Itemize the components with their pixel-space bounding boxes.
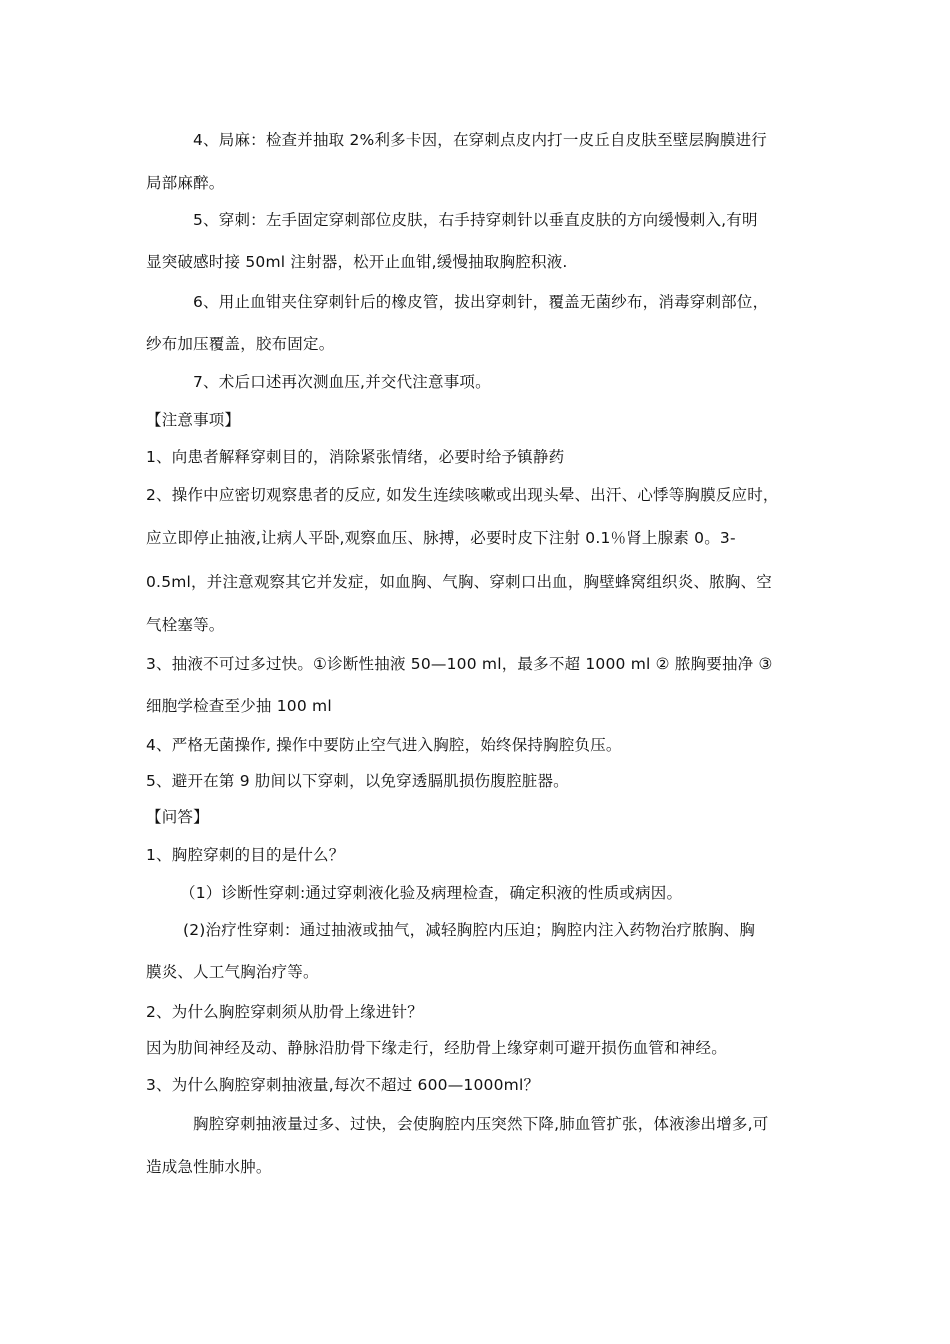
paragraph-step-6: 6、用止血钳夹住穿刺针后的橡皮管，拔出穿刺针，覆盖无菌纱布，消毒穿刺部位， <box>193 293 769 311</box>
answer-3-cont: 造成急性肺水肿。 <box>146 1158 272 1176</box>
paragraph-step-5: 5、穿刺：左手固定穿刺部位皮肤，右手持穿刺针以垂直皮肤的方向缓慢刺入,有明 <box>193 211 758 229</box>
precaution-5: 5、避开在第 9 肋间以下穿刺，以免穿透膈肌损伤腹腔脏器。 <box>146 772 569 790</box>
precaution-3-cont: 细胞学检查至少抽 100 ml <box>146 697 332 715</box>
paragraph-step-4-cont: 局部麻醉。 <box>146 174 225 192</box>
answer-1-item-1: （1）诊断性穿刺:通过穿刺液化验及病理检查，确定积液的性质或病因。 <box>180 884 683 902</box>
precaution-4: 4、严格无菌操作, 操作中要防止空气进入胸腔，始终保持胸腔负压。 <box>146 736 622 754</box>
answer-3: 胸腔穿刺抽液量过多、过快，会使胸腔内压突然下降,肺血管扩张，体液渗出增多,可 <box>193 1115 769 1133</box>
answer-2: 因为肋间神经及动、静脉沿肋骨下缘走行，经肋骨上缘穿刺可避开损伤血管和神经。 <box>146 1039 727 1057</box>
precaution-2-cont-3: 气栓塞等。 <box>146 616 225 634</box>
paragraph-step-4: 4、局麻：检查并抽取 2%利多卡因，在穿刺点皮内打一皮丘自皮肤至壁层胸膜进行 <box>193 131 767 149</box>
precaution-2-cont-2: 0.5ml，并注意观察其它并发症，如血胸、气胸、穿刺口出血，胸壁蜂窝组织炎、脓胸、空 <box>146 573 772 591</box>
question-3: 3、为什么胸腔穿刺抽液量,每次不超过 600—1000ml？ <box>146 1076 540 1094</box>
section-heading-qa: 【问答】 <box>146 808 209 826</box>
precaution-1: 1、向患者解释穿刺目的，消除紧张情绪，必要时给予镇静药 <box>146 448 565 466</box>
section-heading-precautions: 【注意事项】 <box>146 411 241 429</box>
precaution-2: 2、操作中应密切观察患者的反应, 如发生连续咳嗽或出现头晕、出汗、心悸等胸膜反应时， <box>146 486 779 504</box>
paragraph-step-5-cont: 显突破感时接 50ml 注射器，松开止血钳,缓慢抽取胸腔积液. <box>146 253 568 271</box>
question-2: 2、为什么胸腔穿刺须从肋骨上缘进针？ <box>146 1003 423 1021</box>
paragraph-step-7: 7、术后口述再次测血压,并交代注意事项。 <box>193 373 491 391</box>
answer-1-item-2-cont: 膜炎、人工气胸治疗等。 <box>146 963 319 981</box>
paragraph-step-6-cont: 纱布加压覆盖，胶布固定。 <box>146 335 335 353</box>
question-1: 1、胸腔穿刺的目的是什么？ <box>146 846 345 864</box>
answer-1-item-2: (2)治疗性穿刺：通过抽液或抽气，减轻胸腔内压迫；胸腔内注入药物治疗脓胸、胸 <box>183 921 756 939</box>
precaution-3: 3、抽液不可过多过快。①诊断性抽液 50—100 ml，最多不超 1000 ml ② 脓胸要抽净 ③ <box>146 655 773 673</box>
precaution-2-cont-1: 应立即停止抽液,让病人平卧,观察血压、脉搏，必要时皮下注射 0.1％肾上腺素 0。3- <box>146 529 736 547</box>
